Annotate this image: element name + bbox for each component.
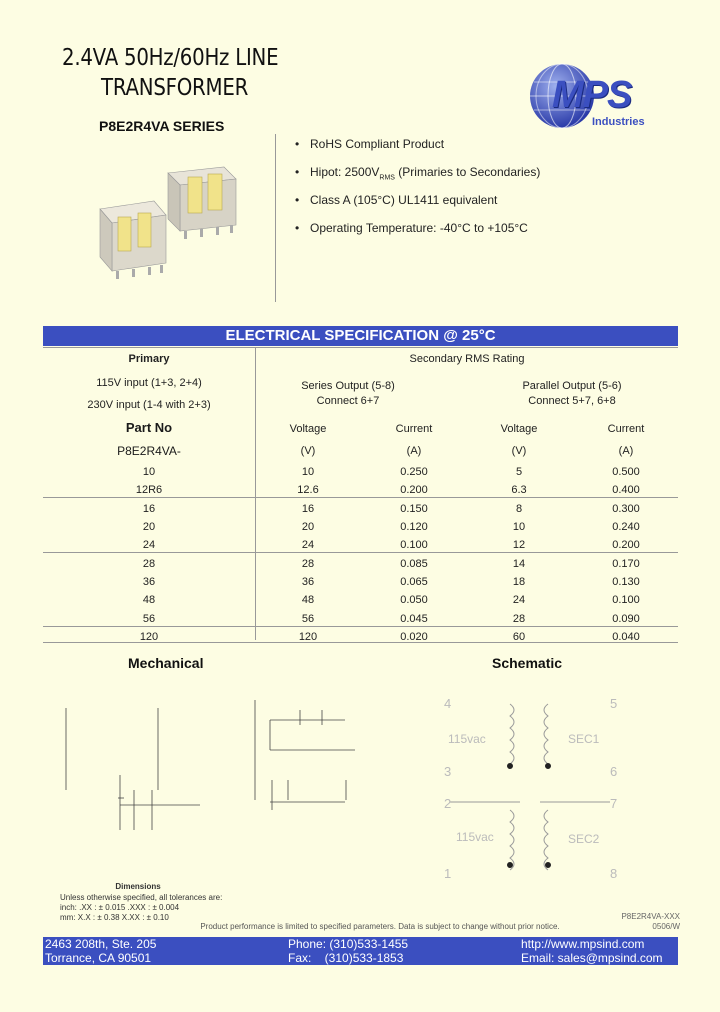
phone: Phone: (310)533-1455 bbox=[288, 937, 409, 951]
table-cell: 36 bbox=[301, 576, 315, 588]
part-no-label: Part No bbox=[125, 420, 173, 435]
table-row bbox=[43, 556, 678, 574]
table-cell: 20 bbox=[142, 521, 156, 533]
divider bbox=[275, 134, 276, 302]
dimensions-title: Dimensions bbox=[115, 882, 161, 891]
logo-subtext: Industries bbox=[592, 116, 645, 128]
table-cell: 28 bbox=[301, 558, 315, 570]
doc-date: 0506/W bbox=[652, 922, 680, 931]
table-row bbox=[43, 592, 678, 610]
pin-6-label: 6 bbox=[610, 764, 618, 779]
table-cell: 0.120 bbox=[400, 521, 428, 533]
page-title-line1: 2.4VA 50Hz/60Hz LINE bbox=[62, 45, 279, 71]
table-cell: 8 bbox=[515, 503, 523, 515]
series-name: P8E2R4VA SERIES bbox=[99, 118, 225, 134]
fax: Fax: (310)533-1853 bbox=[288, 951, 404, 965]
table-row bbox=[43, 482, 678, 500]
table-cell: 0.040 bbox=[612, 631, 640, 643]
table-cell: 120 bbox=[139, 631, 159, 643]
table-cell: 0.045 bbox=[400, 613, 428, 625]
table-row bbox=[43, 537, 678, 555]
table-row bbox=[43, 519, 678, 537]
secondary-1-label: SEC1 bbox=[568, 732, 600, 746]
tolerance-line3: mm: X.X : ± 0.38 X.XX : ± 0.10 bbox=[60, 913, 169, 922]
table-cell: 18 bbox=[512, 576, 526, 588]
table-cell: 14 bbox=[512, 558, 526, 570]
table-cell: 56 bbox=[142, 613, 156, 625]
table-row bbox=[43, 501, 678, 519]
table-rule bbox=[43, 347, 678, 348]
col-voltage-series: Voltage bbox=[289, 423, 327, 435]
table-cell: 16 bbox=[301, 503, 315, 515]
product-photo bbox=[96, 155, 246, 285]
primary-1-label: 115vac bbox=[448, 732, 486, 746]
table-cell: 0.150 bbox=[400, 503, 428, 515]
table-cell: 0.065 bbox=[400, 576, 428, 588]
table-cell: 48 bbox=[301, 594, 315, 606]
tolerance-line2: inch: .XX : ± 0.015 .XXX : ± 0.004 bbox=[60, 903, 180, 912]
table-cell: 0.100 bbox=[612, 594, 640, 606]
secondary-2-label: SEC2 bbox=[568, 832, 600, 846]
feature-item: • RoHS Compliant Product bbox=[295, 137, 540, 165]
col-current-parallel: Current bbox=[607, 423, 645, 435]
table-cell: 0.500 bbox=[612, 466, 640, 478]
table-cell: 10 bbox=[512, 521, 526, 533]
parallel-output: Parallel Output (5-6) bbox=[522, 380, 622, 392]
pin-3-label: 3 bbox=[444, 764, 452, 779]
col-voltage-parallel: Voltage bbox=[500, 423, 538, 435]
table-cell: 36 bbox=[142, 576, 156, 588]
address-line1: 2463 208th, Ste. 205 bbox=[45, 937, 157, 951]
page-title-line2: TRANSFORMER bbox=[101, 75, 249, 101]
table-cell: 120 bbox=[298, 631, 318, 643]
table-cell: 28 bbox=[512, 613, 526, 625]
mechanical-drawing bbox=[40, 680, 380, 880]
table-row bbox=[43, 629, 678, 647]
table-cell: 20 bbox=[301, 521, 315, 533]
email-link[interactable]: Email: sales@mpsind.com bbox=[521, 951, 663, 965]
tolerance-line1: Unless otherwise specified, all tolerances are: bbox=[60, 893, 223, 902]
unit-a: (A) bbox=[618, 445, 634, 457]
table-cell: 0.020 bbox=[400, 631, 428, 643]
website-link[interactable]: http://www.mpsind.com bbox=[521, 937, 645, 951]
table-cell: 24 bbox=[512, 594, 526, 606]
primary-115: 115V input (1+3, 2+4) bbox=[96, 377, 202, 389]
pin-7-label: 7 bbox=[610, 796, 618, 811]
parallel-connect: Connect 5+7, 6+8 bbox=[528, 395, 616, 407]
mps-logo bbox=[528, 60, 654, 132]
table-cell: 24 bbox=[301, 539, 315, 551]
table-cell: 28 bbox=[142, 558, 156, 570]
pin-4-label: 4 bbox=[444, 696, 452, 711]
table-cell: 0.100 bbox=[400, 539, 428, 551]
table-cell: 0.300 bbox=[612, 503, 640, 515]
schematic-title: Schematic bbox=[492, 655, 563, 671]
primary-label: Primary bbox=[128, 353, 170, 365]
pin-2-label: 2 bbox=[444, 796, 452, 811]
footer bbox=[43, 937, 678, 965]
pin-8-label: 8 bbox=[610, 866, 618, 881]
table-row bbox=[43, 464, 678, 482]
schematic-diagram bbox=[430, 690, 670, 890]
table-cell: 60 bbox=[512, 631, 526, 643]
table-cell: 5 bbox=[515, 466, 523, 478]
notice-text: Product performance is limited to specified parameters. Data is subject to change without prior notice. bbox=[200, 922, 560, 931]
primary-2-label: 115vac bbox=[456, 830, 494, 844]
table-cell: 0.170 bbox=[612, 558, 640, 570]
part-prefix: P8E2R4VA- bbox=[117, 444, 181, 458]
feature-list bbox=[295, 137, 540, 249]
address-line2: Torrance, CA 90501 bbox=[45, 951, 152, 965]
primary-230: 230V input (1-4 with 2+3) bbox=[87, 399, 211, 411]
col-current-series: Current bbox=[395, 423, 433, 435]
feature-item: • Operating Temperature: -40°C to +105°C bbox=[295, 221, 540, 249]
table-cell: 6.3 bbox=[511, 484, 527, 496]
table-cell: 10 bbox=[142, 466, 156, 478]
feature-item: • Class A (105°C) UL1411 equivalent bbox=[295, 193, 540, 221]
table-cell: 0.085 bbox=[400, 558, 428, 570]
table-cell: 12 bbox=[512, 539, 526, 551]
table-cell: 56 bbox=[301, 613, 315, 625]
table-cell: 0.250 bbox=[400, 466, 428, 478]
table-cell: 12R6 bbox=[135, 484, 163, 496]
pin-5-label: 5 bbox=[610, 696, 618, 711]
unit-a: (A) bbox=[406, 445, 422, 457]
table-cell: 24 bbox=[142, 539, 156, 551]
mechanical-title: Mechanical bbox=[128, 655, 204, 671]
spec-title: ELECTRICAL SPECIFICATION @ 25°C bbox=[43, 326, 678, 346]
series-connect: Connect 6+7 bbox=[316, 395, 380, 407]
secondary-label: Secondary RMS Rating bbox=[409, 353, 525, 365]
table-cell: 16 bbox=[142, 503, 156, 515]
unit-v: (V) bbox=[511, 445, 527, 457]
table-cell: 12.6 bbox=[297, 484, 319, 496]
table-row bbox=[43, 574, 678, 592]
table-cell: 0.050 bbox=[400, 594, 428, 606]
series-output: Series Output (5-8) bbox=[301, 380, 395, 392]
table-cell: 0.200 bbox=[400, 484, 428, 496]
table-cell: 0.400 bbox=[612, 484, 640, 496]
doc-code: P8E2R4VA-XXX bbox=[621, 912, 680, 921]
pin-1-label: 1 bbox=[444, 866, 452, 881]
unit-v: (V) bbox=[300, 445, 316, 457]
table-row bbox=[43, 611, 678, 629]
logo-text: MPS bbox=[552, 74, 632, 116]
table-cell: 0.200 bbox=[612, 539, 640, 551]
table-cell: 10 bbox=[301, 466, 315, 478]
table-cell: 0.090 bbox=[612, 613, 640, 625]
table-cell: 0.240 bbox=[612, 521, 640, 533]
table-cell: 48 bbox=[142, 594, 156, 606]
table-cell: 0.130 bbox=[612, 576, 640, 588]
feature-item: • Hipot: $2500V_{RMS}$ (Primaries to Secondaries) bbox=[295, 165, 540, 193]
